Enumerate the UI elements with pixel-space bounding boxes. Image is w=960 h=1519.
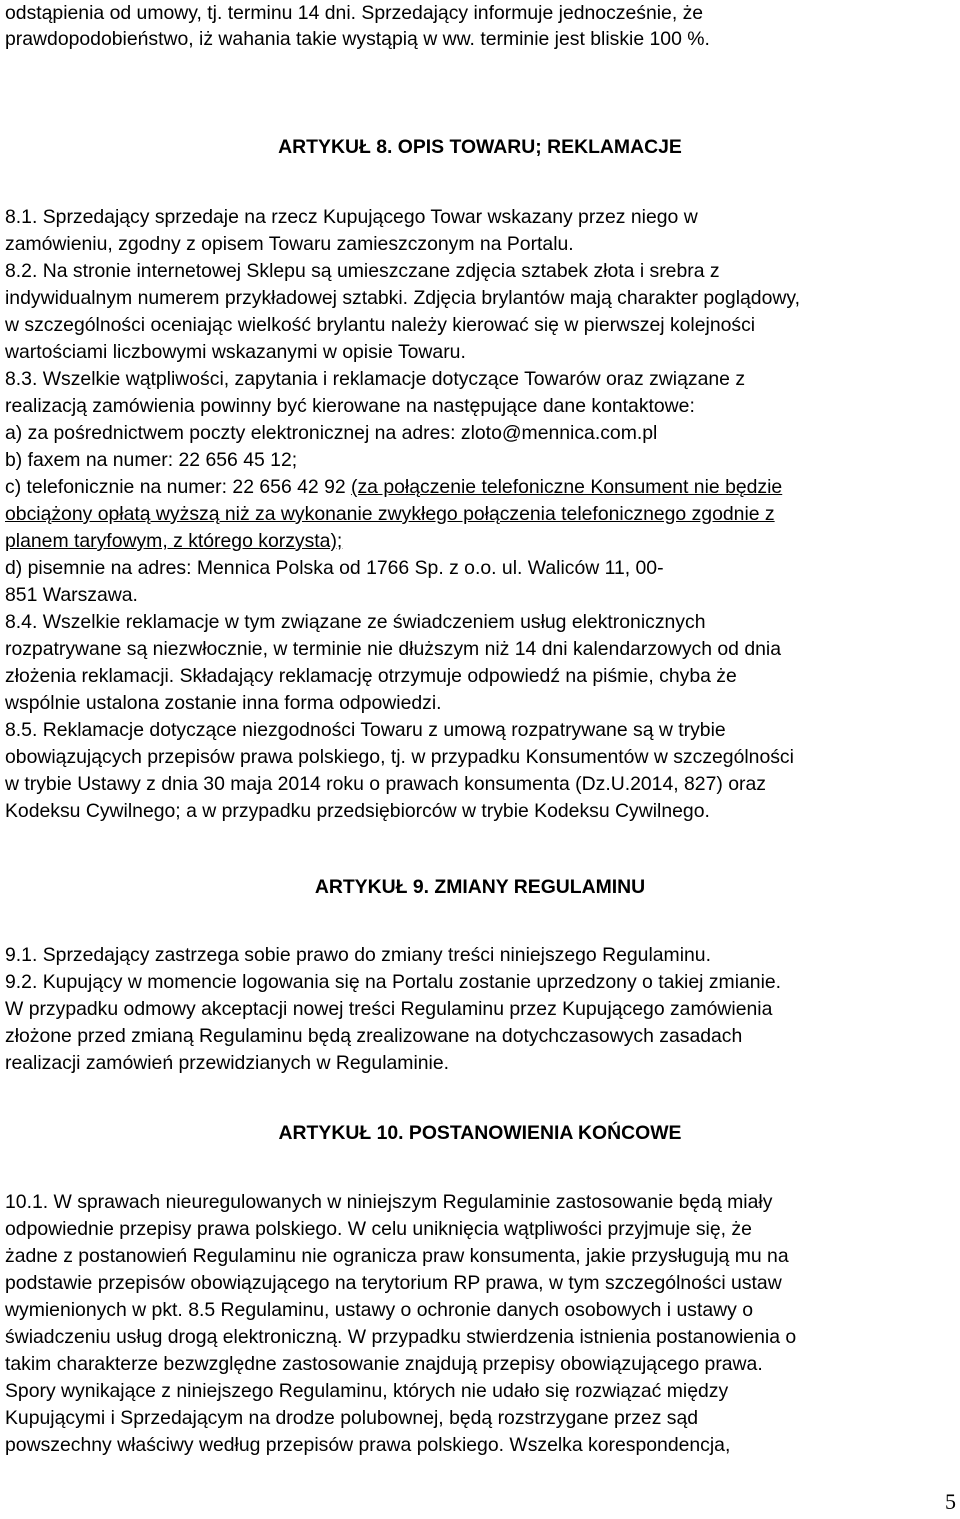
phone-note: (za połączenie telefoniczne Konsument nie będzie	[351, 476, 783, 498]
text-line: wspólnie ustalona zostanie inna forma odpowiedzi.	[5, 692, 442, 714]
text-line: 851 Warszawa.	[5, 584, 138, 606]
text-line: 8.5. Reklamacje dotyczące niezgodności Towaru z umową rozpatrywane są w trybie	[5, 719, 726, 741]
text-line: zamówieniu, zgodny z opisem Towaru zamieszczonym na Portalu.	[5, 233, 574, 255]
text-line: podstawie przepisów obowiązującego na terytorium RP prawa, w tym szczególności ustaw	[5, 1272, 782, 1294]
text-line: świadczeniu usług drogą elektroniczną. W przypadku stwierdzenia istnienia postanowienia o	[5, 1326, 797, 1348]
text-line: realizacją zamówienia powinny być kierowane na następujące dane kontaktowe:	[5, 395, 695, 417]
text-line: złożenia reklamacji. Składający reklamację otrzymuje odpowiedź na piśmie, chyba że	[5, 665, 737, 687]
text-line: w trybie Ustawy z dnia 30 maja 2014 roku o prawach konsumenta (Dz.U.2014, 827) oraz	[5, 773, 766, 795]
text-line: 9.1. Sprzedający zastrzega sobie prawo do zmiany treści niniejszego Regulaminu.	[5, 944, 711, 966]
text-line: 9.2. Kupujący w momencie logowania się na Portalu zostanie uprzedzony o takiej zmianie.	[5, 971, 782, 993]
text-line: rozpatrywane są niezwłocznie, w terminie nie dłuższym niż 14 dni kalendarzowych od dnia	[5, 638, 782, 660]
article-9-heading: ARTYKUŁ 9. ZMIANY REGULAMINU	[314, 876, 646, 898]
text-line: odpowiednie przepisy prawa polskiego. W celu uniknięcia wątpliwości przyjmuje się, że	[5, 1218, 752, 1240]
text-line: W przypadku odmowy akceptacji nowej treści Regulaminu przez Kupującego zamówienia	[5, 998, 773, 1020]
phone-prefix: c) telefonicznie na numer: 22 656 42 92	[5, 476, 352, 498]
text-line: Kodeksu Cywilnego; a w przypadku przedsiębiorców w trybie Kodeksu Cywilnego.	[5, 800, 710, 822]
text-line: Spory wynikające z niniejszego Regulaminu, których nie udało się rozwiązać między	[5, 1380, 729, 1402]
text-line: d) pisemnie na adres: Mennica Polska od 1766 Sp. z o.o. ul. Waliców 11, 00-	[5, 557, 664, 579]
text-line: żadne z postanowień Regulaminu nie ogranicza praw konsumenta, jakie przysługują mu na	[5, 1245, 789, 1267]
text-line: odstąpienia od umowy, tj. terminu 14 dni. Sprzedający informuje jednocześnie, że	[5, 2, 704, 24]
phone-note-cont: planem taryfowym, z którego korzysta);	[5, 530, 343, 552]
text-line: złożone przed zmianą Regulaminu będą zrealizowane na dotychczasowych zasadach	[5, 1025, 743, 1047]
email-line: a) za pośrednictwem poczty elektronicznej na adres: zloto@mennica.com.pl	[5, 422, 658, 444]
text-line: realizacji zamówień przewidzianych w Regulaminie.	[5, 1052, 450, 1074]
phone-line	[5, 474, 782, 500]
article-10-heading: ARTYKUŁ 10. POSTANOWIENIA KOŃCOWE	[278, 1122, 682, 1144]
text-line: 8.4. Wszelkie reklamacje w tym związane ze świadczeniem usług elektronicznych	[5, 611, 706, 633]
text-line: w szczególności oceniając wielkość brylantu należy kierować się w pierwszej kolejności	[5, 314, 756, 336]
text-line: Kupującymi i Sprzedającym na drodze polubownej, będą rozstrzygane przez sąd	[5, 1407, 699, 1429]
text-line: 8.3. Wszelkie wątpliwości, zapytania i reklamacje dotyczące Towarów oraz związane z	[5, 368, 746, 390]
text-line: powszechny właściwy według przepisów prawa polskiego. Wszelka korespondencja,	[5, 1434, 731, 1456]
text-line: prawdopodobieństwo, iż wahania takie wystąpią w ww. terminie jest bliskie 100 %.	[5, 28, 710, 50]
text-line: wartościami liczbowymi wskazanymi w opisie Towaru.	[5, 341, 466, 363]
page-number: 5	[945, 1489, 956, 1514]
fax-line: b) faxem na numer: 22 656 45 12;	[5, 449, 298, 471]
text-line: indywidualnym numerem przykładowej sztabki. Zdjęcia brylantów mają charakter poglądowy,	[5, 287, 801, 309]
text-line: takim charakterze bezwzględne zastosowanie znajdują przepisy obowiązującego prawa.	[5, 1353, 763, 1375]
text-line: 8.1. Sprzedający sprzedaje na rzecz Kupującego Towar wskazany przez niego w	[5, 206, 698, 228]
text-line: 10.1. W sprawach nieuregulowanych w niniejszym Regulaminie zastosowanie będą miały	[5, 1191, 773, 1213]
article-8-heading: ARTYKUŁ 8. OPIS TOWARU; REKLAMACJE	[278, 136, 682, 158]
phone-note-cont: obciążony opłatą wyższą niż za wykonanie zwykłego połączenia telefonicznego zgodnie z	[5, 503, 775, 525]
text-line: obowiązujących przepisów prawa polskiego, tj. w przypadku Konsumentów w szczególności	[5, 746, 794, 768]
text-line: 8.2. Na stronie internetowej Sklepu są umieszczane zdjęcia sztabek złota i srebra z	[5, 260, 720, 282]
text-line: wymienionych w pkt. 8.5 Regulaminu, ustawy o ochronie danych osobowych i ustawy o	[5, 1299, 753, 1321]
